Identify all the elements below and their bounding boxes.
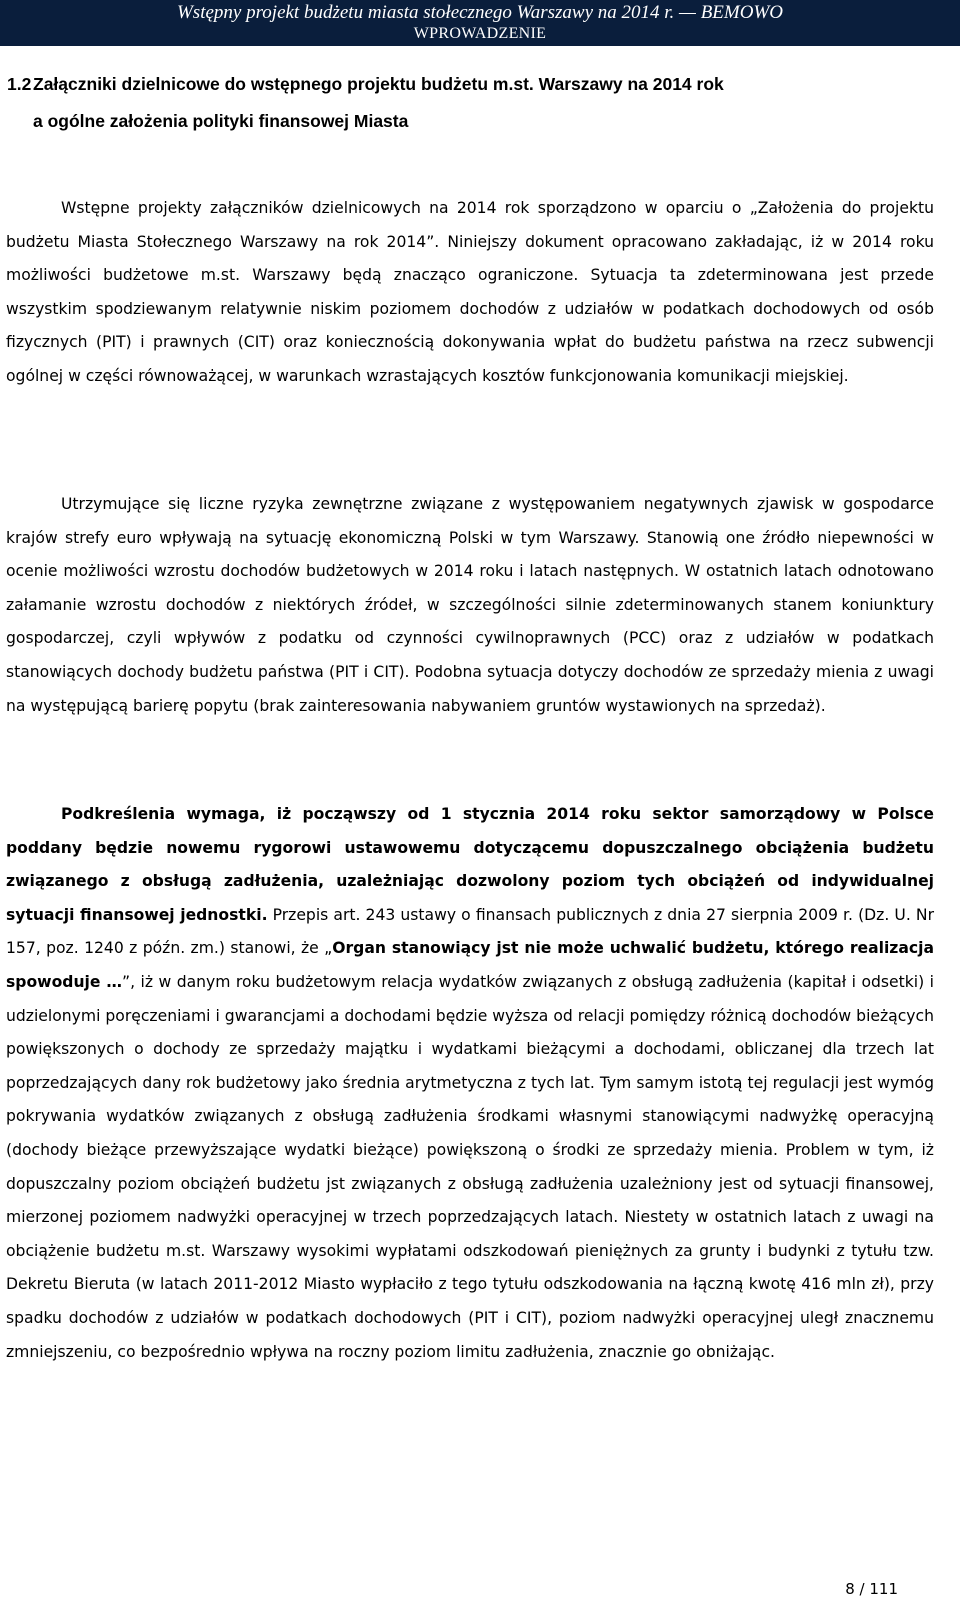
header-title: Wstępny projekt budżetu miasta stołecznego Warszawy na 2014 r. — BEMOWO [176, 2, 783, 23]
header-subtitle: WPROWADZENIE [413, 25, 547, 42]
paragraph-3-bold-intro: Podkreślenia wymaga, iż począwszy od 1 stycznia 2014 roku sektor samorządowy w Polsce poddany będzie nowemu rygorowi ustawowemu dotyczącemu dopuszczalnego obciążenia budżetu związanego z obsługą zadłużenia, uzależniając dozwolony poziom tych obciążeń od indywidualnej sytuacji finansowej jednostki. [6, 805, 934, 924]
section-number: 1.2 [7, 74, 32, 94]
section-heading-line1 [7, 66, 937, 103]
page-number: 8 / 111 [845, 1580, 898, 1598]
paragraph-3-quoted-provision: Organ stanowiący jst nie może uchwalić budżetu, którego realizacja spowoduje … [6, 939, 935, 991]
section-title-line1: Załączniki dzielnicowe do wstępnego projektu budżetu m.st. Warszawy na 2014 rok [33, 74, 724, 94]
paragraph-1-sentence-2: Niniejszy dokument opracowano zakładając, iż w 2014 roku możliwości budżetowe m.st. Warszawy będą znacząco ograniczone. [6, 232, 934, 285]
paragraph-2-sentence-4: Podobna sytuacja dotyczy dochodów ze sprzedaży mienia z uwagi na występującą barierę popytu (brak zainteresowania nabywaniem gruntów wystawionych na sprzedaż). [6, 662, 934, 715]
paragraph-2-sentence-2: Stanowią one źródło niepewności w ocenie możliwości wzrostu dochodów budżetowych w 2014 roku i latach następnych. [6, 528, 934, 581]
paragraph-3-explanation: ”, iż w danym roku budżetowym relacja wydatków związanych z obsługą zadłużenia (kapitał i odsetki) i udzielonymi poręczeniami i gwarancjami a dochodami będzie wyższa od relacji pomiędzy różnicą dochodów bieżących powiększonych o dochody ze sprzedaży majątku i wydatkami bieżącymi a dochodami, obliczanej dla trzech lat poprzedzających dany rok budżetowy jako średnia arytmetyczna z tych lat. Tym samym istotą tej regulacji jest wymóg pokrywania wydatków związanych z obsługą zadłużenia środkami własnymi stanowiącymi nadwyżkę operacyjną (dochody bieżące przewyższające wydatki bieżące) powiększoną o środki ze sprzedaży mienia. Problem w tym, iż dopuszczalny poziom obciążeń budżetu jst związanych z obsługą zadłużenia uzależniony jest od sytuacji finansowej, mierzonej poziomem nadwyżki operacyjnej w trzech poprzedzających latach. Niestety w ostatnich latach z uwagi na obciążenie budżetu m.st. Warszawy wysokimi wypłatami odszkodowań pieniężnych za grunty i budynki z tytułu tzw. Dekretu Bieruta (w latach 2011-2012 Miasto wypłaciło z tego tytułu odszkodowania na łączną kwotę 416 mln zł), przy spadku dochodów z udziałów w podatkach dochodowych (PIT i CIT), poziom nadwyżki operacyjnej uległ znacznemu zmniejszeniu, co bezpośrednio wpływa na roczny poziom limitu zadłużenia, znacznie go obniżając. [6, 972, 935, 1361]
paragraph-2 [6, 488, 934, 723]
paragraph-1-sentence-1: Wstępne projekty załączników dzielnicowych na 2014 rok sporządzono w oparciu o „Założenia do projektu budżetu Miasta Stołecznego Warszawy na rok 2014”. [6, 199, 934, 251]
section-heading [7, 66, 937, 140]
paragraph-3 [6, 798, 934, 1369]
section-title-line2: a ogólne założenia polityki finansowej Miasta [33, 111, 409, 131]
paragraph-2-sentence-3: W ostatnich latach odnotowano załamanie wzrostu dochodów z niektórych źródeł, w szczególności silnie zdeterminowanych stanem koniunktury gospodarczej, czyli wpływów z podatku od czynności cywilnoprawnych (PCC) oraz z udziałów w podatkach stanowiących dochody budżetu państwa (PIT i CIT). [6, 562, 934, 681]
paragraph-2-sentence-1: Utrzymujące się liczne ryzyka zewnętrzne związane z występowaniem negatywnych zjawisk w gospodarce krajów strefy euro wpływają na sytuację ekonomiczną Polski w tym Warszawy. [6, 495, 934, 547]
paragraph-3-legal-reference: Przepis art. 243 ustawy o finansach publicznych z dnia 27 sierpnia 2009 r. (Dz. U. Nr 157, poz. 1240 z późn. zm.) stanowi, że „ [6, 905, 934, 958]
paragraph-1 [6, 192, 934, 394]
page-header [0, 0, 960, 46]
paragraph-1-sentence-3: Sytuacja ta zdeterminowana jest przede wszystkim spodziewanym relatywnie niskim poziomem dochodów z udziałów w podatkach dochodowych od osób fizycznych (PIT) i prawnych (CIT) oraz koniecznością dokonywania wpłat do budżetu państwa na rzecz subwencji ogólnej w części równoważącej, w warunkach wzrastających kosztów funkcjonowania komunikacji miejskiej. [6, 266, 934, 385]
